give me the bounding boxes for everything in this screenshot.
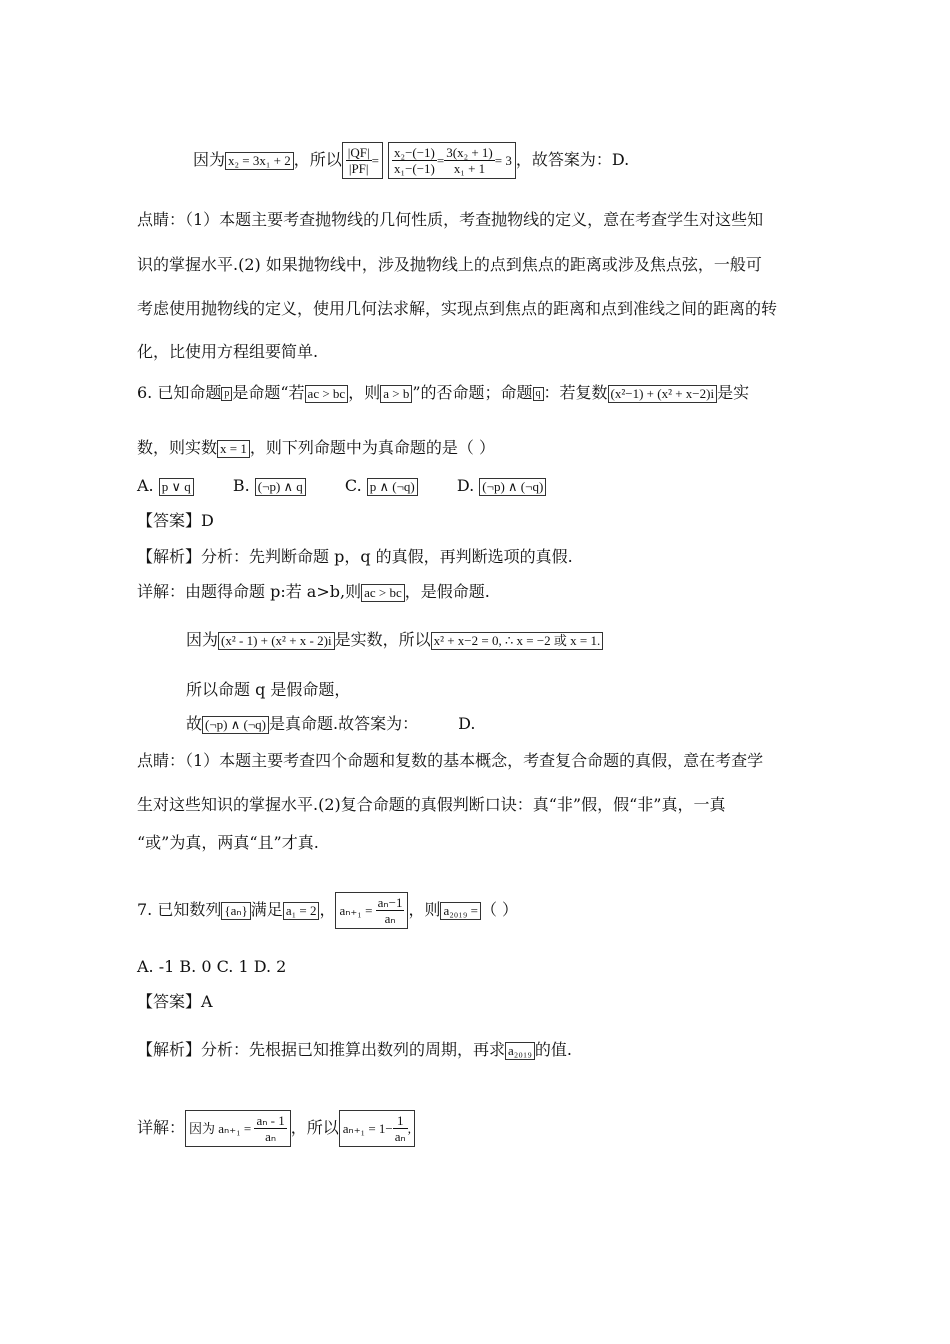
note-line: 点睛：（1）本题主要考查抛物线的几何性质，考查抛物线的定义，意在考查学生对这些知 <box>137 210 764 229</box>
text: ，故答案为：D. <box>515 150 630 169</box>
question-7-options: A. -1 B. 0 C. 1 D. 2 <box>137 957 287 976</box>
formula-recurrence: aₙ₊₁ = $\frac{\text{aₙ−1}}{\text{aₙ}}$ <box>335 892 408 929</box>
note-line: “或”为真，两真“且”才真. <box>137 833 319 852</box>
note-line: 化，比使用方程组要简单. <box>137 342 319 361</box>
option-a: A. p ∨ q <box>137 474 194 498</box>
solution-line <box>193 142 629 179</box>
detail-line: 因为 (x² - 1) + (x² + x - 2)i 是实数，所以 x² + x−2 = 0, ∴ x = −2 或 x = 1. <box>186 628 603 652</box>
answer: 【答案】A <box>137 992 213 1011</box>
note-line: 识的掌握水平.(2) 如果抛物线中，涉及抛物线上的点到焦点的距离或涉及焦点弦，一般可 <box>137 255 762 274</box>
text: ，所以 <box>293 150 342 169</box>
analysis: 【解析】分析：先判断命题 p，q 的真假，再判断选项的真假. <box>137 547 573 566</box>
note-line: 点睛：（1）本题主要考查四个命题和复数的基本概念，考查复合命题的真假，意在考查学 <box>137 751 764 770</box>
formula-recurrence-rewritten: aₙ₊₁ = 1− $\frac{1}{\text{aₙ}}$ , <box>339 1110 415 1147</box>
note-line: 考虑使用抛物线的定义，使用几何法求解，实现点到焦点的距离和点到准线之间的距离的转 <box>137 299 778 318</box>
formula: x₂ = 3x₁ + 2 <box>225 152 294 170</box>
text: 因为 <box>193 150 226 169</box>
detail-line: 详解： 因为 aₙ₊₁ = $\frac{\text{aₙ - 1}}{\text{aₙ}}$ ，所以 aₙ₊₁ = 1− $\frac{1}{\text{aₙ}}$ , <box>137 1110 415 1147</box>
note-line: 生对这些知识的掌握水平.(2)复合命题的真假判断口诀：真“非”假，假“非”真，一真 <box>137 795 726 814</box>
option-d: D. (¬p) ∧ (¬q) <box>457 474 546 498</box>
formula-ratio: $\frac{|QF|}{|PF|}$ = <box>342 142 383 179</box>
detail-line: 所以命题 q 是假命题， <box>186 680 351 699</box>
analysis: 【解析】分析：先根据已知推算出数列的周期，再求 a₂₀₁₉ 的值. <box>137 1040 573 1059</box>
option-c: C. p ∧ (¬q) <box>345 474 418 498</box>
formula-recurrence: 因为 aₙ₊₁ = $\frac{\text{aₙ - 1}}{\text{aₙ}}$ <box>185 1110 291 1147</box>
detail-line: 故 (¬p) ∧ (¬q) 是真命题.故答案为： D. <box>186 714 476 733</box>
question-6-stem: 6. 已知命题 p 是命题“若 ac > bc ，则 a > b ”的否命题；命题 q ：若复数 (x²−1) + (x² + x−2)i 是实 <box>137 383 750 402</box>
question-6-options <box>137 474 580 498</box>
answer: 【答案】D <box>137 511 214 530</box>
question-7-stem: 7. 已知数列 {aₙ} 满足 a₁ = 2 ， aₙ₊₁ = $\frac{\text{aₙ−1}}{\text{aₙ}}$ ，则 a₂₀₁₉ = （ ） <box>137 892 518 929</box>
formula-ratio-expanded: $\frac{\text{x₂−(−1)}}{\text{x₁−(−1)}}$ = $\frac{\text{3(x₂ + 1)}}{\text{x₁ + 1}}$ = 3 <box>388 142 516 179</box>
detail-line: 详解：由题得命题 p:若 a>b,则 ac > bc ，是假命题. <box>137 582 490 601</box>
option-b: B. (¬p) ∧ q <box>233 474 306 498</box>
question-6-stem-cont: 数，则实数 x = 1 ，则下列命题中为真命题的是（ ） <box>137 438 495 457</box>
